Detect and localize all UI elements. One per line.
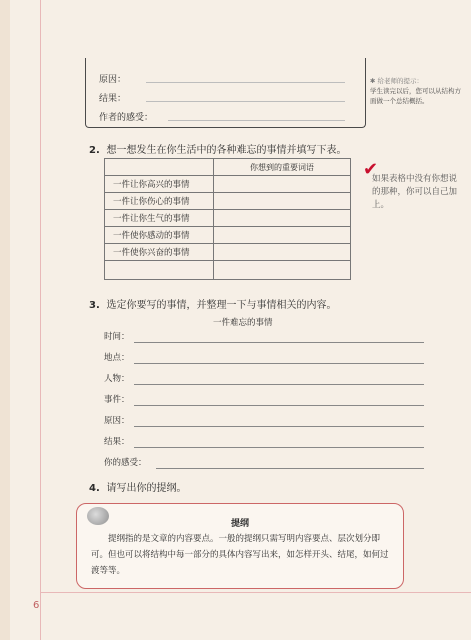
table-row xyxy=(105,193,351,210)
field-label: 结果： xyxy=(104,437,130,447)
table-cell-input[interactable] xyxy=(214,261,351,280)
form-field-result[interactable] xyxy=(104,434,424,448)
question-4-prompt: 请写出你的提纲。 xyxy=(106,483,187,494)
field-label: 人物： xyxy=(104,374,130,384)
field-line[interactable] xyxy=(134,363,424,364)
table-cell-input[interactable] xyxy=(105,261,214,280)
table-row xyxy=(105,176,351,193)
form-field-feeling[interactable] xyxy=(104,455,424,469)
outline-title: 提纲 xyxy=(230,519,249,529)
question-4-number: 4. xyxy=(89,483,100,494)
outline-box xyxy=(76,503,404,589)
table-cell-input[interactable] xyxy=(214,176,351,193)
bottom-rule xyxy=(40,592,471,593)
question-2-prompt: 想一想发生在你生活中的各种难忘的事情并填写下表。 xyxy=(106,145,347,156)
table-cell-input[interactable] xyxy=(214,210,351,227)
question-4 xyxy=(89,479,186,494)
field-line[interactable] xyxy=(156,468,424,469)
form-field-event[interactable] xyxy=(104,392,424,406)
result-line xyxy=(146,101,345,102)
question-3-prompt: 选定你要写的事情，并整理一下与事情相关的内容。 xyxy=(106,300,337,311)
field-label: 事件： xyxy=(104,395,130,405)
question-2 xyxy=(89,141,346,156)
feeling-label: 作者的感受： xyxy=(99,113,154,123)
form-field-cause[interactable] xyxy=(104,413,424,427)
field-label: 时间： xyxy=(104,332,130,342)
field-line[interactable] xyxy=(134,384,424,385)
form-field-people[interactable] xyxy=(104,371,424,385)
margin-line xyxy=(40,0,41,640)
field-label: 你的感受： xyxy=(104,458,147,468)
field-label: 地点： xyxy=(104,353,130,363)
outline-body: 提纲指的是文章的内容要点。一般的提纲只需写明内容要点、层次划分即可。但也可以将结构中每一部分的具体内容写出来，如怎样开头、结尾，如何过渡等等。 xyxy=(91,534,389,576)
tip-title: ✱ 给老师的提示： xyxy=(370,77,424,85)
table-row-label: 一件使你感动的事情 xyxy=(105,227,214,244)
teacher-tip xyxy=(370,76,465,106)
tip-body: 学生读完以后，您可以从结构方面做一个总结概括。 xyxy=(370,87,461,105)
table-row xyxy=(105,227,351,244)
field-line[interactable] xyxy=(134,342,424,343)
table-row-label: 一件让你伤心的事情 xyxy=(105,193,214,210)
page-number: 6 xyxy=(33,600,40,611)
field-line[interactable] xyxy=(134,447,424,448)
table-row-blank xyxy=(105,261,351,280)
feeling-line xyxy=(168,120,345,121)
form-title: 一件难忘的事情 xyxy=(213,318,273,328)
form-field-time[interactable] xyxy=(104,329,424,343)
table-header-empty xyxy=(105,159,214,176)
table-row-label: 一件使你兴奋的事情 xyxy=(105,244,214,261)
table-row xyxy=(105,244,351,261)
cause-label: 原因： xyxy=(99,75,127,85)
question-3 xyxy=(89,296,336,311)
result-label: 结果： xyxy=(99,94,127,104)
table-row xyxy=(105,210,351,227)
question-2-number: 2. xyxy=(89,145,100,156)
table-header-keywords: 你想到的重要词语 xyxy=(214,159,351,176)
table-row-label: 一件让你高兴的事情 xyxy=(105,176,214,193)
field-line[interactable] xyxy=(134,405,424,406)
field-line[interactable] xyxy=(134,426,424,427)
field-label: 原因： xyxy=(104,416,130,426)
check-mark-icon: ✔ xyxy=(363,159,379,180)
table-cell-input[interactable] xyxy=(214,244,351,261)
table-row-label: 一件让你生气的事情 xyxy=(105,210,214,227)
page-edge xyxy=(0,0,10,640)
form-field-place[interactable] xyxy=(104,350,424,364)
table-header-row xyxy=(105,159,351,176)
side-note-text: 如果表格中没有你想说的那种，你可以自己加上。 xyxy=(372,174,458,210)
table-cell-input[interactable] xyxy=(214,193,351,210)
cause-line xyxy=(146,82,345,83)
events-table xyxy=(104,158,351,280)
question-3-number: 3. xyxy=(89,300,100,311)
table-cell-input[interactable] xyxy=(214,227,351,244)
section1-box xyxy=(85,58,366,128)
